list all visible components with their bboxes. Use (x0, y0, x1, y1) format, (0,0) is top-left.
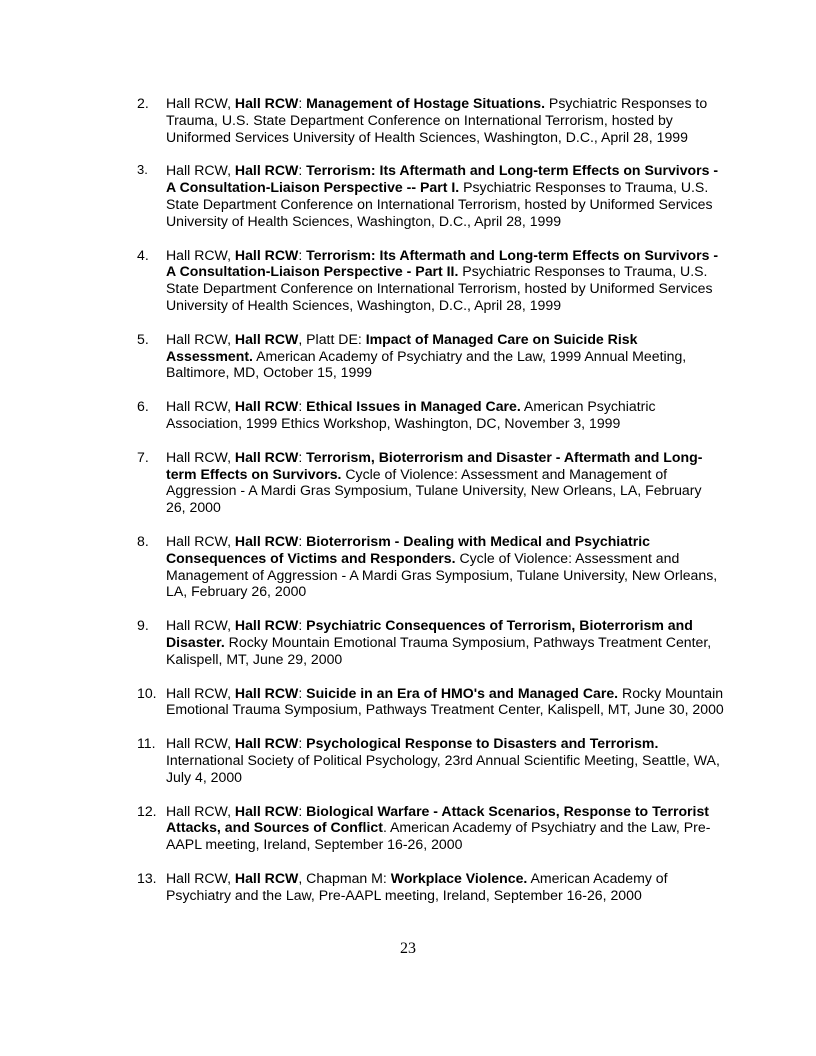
entry-title: Terrorism: Its Aftermath and Long-term Effects on Survivors - A Consultation-Liaison Perspective -- Part I. (166, 162, 719, 196)
item-number: 9. (137, 617, 149, 634)
author-rest: : (298, 162, 307, 179)
item-number: 3. (137, 162, 148, 178)
author: Hall RCW, (166, 684, 235, 701)
bold-author: Hall RCW (234, 684, 299, 701)
entry-title: Bioterrorism - Dealing with Medical and Psychiatric Consequences of Victims and Responders. (166, 532, 650, 566)
item-number: 12. (137, 802, 157, 819)
entry-details: Cycle of Violence: Assessment and Management of Aggression - A Mardi Gras Symposium, Tulane University, New Orleans, LA, February 26, 2000 (166, 549, 718, 600)
list-item (0, 735, 816, 785)
list-item (0, 870, 816, 904)
list-item (0, 331, 816, 381)
list-item (0, 162, 816, 229)
list-item (0, 803, 816, 853)
bold-author: Hall RCW (234, 398, 299, 415)
entry-title: Workplace Violence. (390, 869, 528, 886)
entry-details: Rocky Mountain Emotional Trauma Symposium, Pathways Treatment Center, Kalispell, MT, June 29, 2000 (166, 633, 712, 667)
author-rest: : (298, 684, 307, 701)
item-number: 5. (137, 330, 149, 347)
entry-details: American Academy of Psychiatry and the Law, Pre-AAPL meeting, Ireland, September 16-26, 2000 (166, 869, 668, 903)
author-rest: : (298, 617, 307, 634)
list-item (0, 685, 816, 719)
author: Hall RCW, (166, 617, 235, 634)
item-number: 8. (137, 532, 149, 549)
author: Hall RCW, (166, 532, 235, 549)
entry-details: International Society of Political Psychology, 23rd Annual Scientific Meeting, Seattle, WA, July 4, 2000 (166, 751, 720, 785)
entry-title: Biological Warfare - Attack Scenarios, Response to Terrorist Attacks, and Sources of Conflict (166, 802, 709, 836)
author-rest: : (298, 532, 307, 549)
entry-title: Terrorism, Bioterrorism and Disaster - Aftermath and Long-term Effects on Survivors. (166, 448, 703, 482)
author-rest: : (298, 448, 307, 465)
list-item (0, 617, 816, 667)
item-number: 11. (137, 735, 156, 752)
item-number: 2. (137, 95, 149, 111)
list-item (0, 533, 816, 600)
list-item (0, 449, 816, 516)
item-number: 4. (137, 246, 149, 263)
entry-details: American Academy of Psychiatry and the Law, 1999 Annual Meeting, Baltimore, MD, October 15, 1999 (166, 347, 687, 381)
bold-author: Hall RCW (234, 869, 299, 886)
author-rest: : (298, 398, 307, 415)
entry-details: . American Academy of Psychiatry and the Law, Pre-AAPL meeting, Ireland, September 16-26, 2000 (166, 819, 711, 853)
author: Hall RCW, (166, 735, 235, 752)
entry-title: Management of Hostage Situations. (306, 95, 546, 111)
author: Hall RCW, (166, 95, 235, 111)
author-rest: : (298, 246, 307, 263)
entry-title: Terrorism: Its Aftermath and Long-term Effects on Survivors - A Consultation-Liaison Perspective - Part II. (166, 246, 719, 280)
entry-title: Suicide in an Era of HMO's and Managed Care. (306, 684, 619, 701)
entry-details: Psychiatric Responses to Trauma, U.S. State Department Conference on International Terrorism, hosted by Uniformed Services University of Health Sciences, Washington, D.C., April 28, 1999 (166, 179, 713, 229)
author: Hall RCW, (166, 162, 235, 179)
list-item (0, 247, 816, 314)
item-number: 13. (137, 869, 157, 886)
author-rest: : (298, 95, 307, 111)
author: Hall RCW, (166, 246, 235, 263)
entry-title: Ethical Issues in Managed Care. (306, 398, 521, 415)
entry-details: Psychiatric Responses to Trauma, U.S. State Department Conference on International Terrorism, hosted by Uniformed Services University of Health Sciences, Washington, D.C., April 28, 1999 (166, 263, 713, 313)
bold-author: Hall RCW (234, 448, 299, 465)
entry-title: Impact of Managed Care on Suicide Risk Assessment. (166, 330, 638, 364)
page-number: 23 (400, 940, 416, 957)
bold-author: Hall RCW (234, 735, 299, 752)
author: Hall RCW, (166, 330, 235, 347)
author-rest: , Platt DE: (298, 330, 366, 347)
author: Hall RCW, (166, 802, 235, 819)
entry-title: Psychiatric Consequences of Terrorism, Bioterrorism and Disaster. (166, 617, 693, 650)
bold-author: Hall RCW (234, 617, 299, 634)
entry-details: Cycle of Violence: Assessment and Management of Aggression - A Mardi Gras Symposium, Tulane University, New Orleans, LA, February 26, 2000 (166, 465, 702, 516)
bold-author: Hall RCW (234, 95, 299, 111)
entry-details: American Psychiatric Association, 1999 Ethics Workshop, Washington, DC, November 3, 1999 (166, 398, 656, 431)
list-item (0, 398, 816, 432)
author: Hall RCW, (166, 869, 235, 886)
bold-author: Hall RCW (234, 532, 299, 549)
item-number: 10. (137, 684, 157, 701)
bold-author: Hall RCW (234, 246, 299, 263)
entry-details: Psychiatric Responses to Trauma, U.S. State Department Conference on International Terrorism, hosted by Uniformed Services University of Health Sciences, Washington, D.C., April 28, 1999 (166, 95, 708, 145)
bold-author: Hall RCW (234, 330, 299, 347)
item-number: 6. (137, 398, 149, 415)
bold-author: Hall RCW (234, 162, 299, 179)
author: Hall RCW, (166, 398, 235, 415)
author-rest: : (298, 802, 307, 819)
item-number: 7. (137, 448, 149, 465)
author-rest: : (298, 735, 307, 752)
entry-details: Rocky Mountain Emotional Trauma Symposium, Pathways Treatment Center, Kalispell, MT, June 30, 2000 (166, 684, 724, 718)
entry-title: Psychological Response to Disasters and Terrorism. (306, 735, 659, 752)
author-rest: , Chapman M: (298, 869, 391, 886)
bold-author: Hall RCW (234, 802, 299, 819)
list-item (0, 95, 816, 145)
author: Hall RCW, (166, 448, 235, 465)
presentation-list (0, 95, 816, 920)
